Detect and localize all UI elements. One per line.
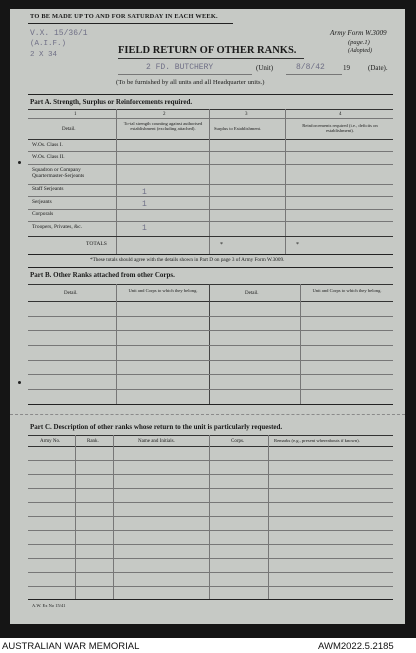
part-a-divider-2: [209, 109, 210, 254]
part-a-top-rule: [28, 94, 393, 95]
year-label: 19: [343, 64, 350, 72]
row-rule: [28, 196, 393, 197]
unit-label: (Unit): [256, 64, 274, 72]
part-b-header-detail-2: Detail.: [245, 291, 259, 296]
reference-stamp-line2: (A.I.F.): [30, 40, 67, 48]
title-underline: [118, 58, 304, 59]
col-header-detail: Detail.: [62, 127, 76, 132]
totals-mark-reinforcements: *: [296, 242, 299, 248]
part-a-heading: Part A. Strength, Surplus or Reinforcements required.: [30, 98, 193, 106]
adopted-note: (Adopted): [348, 48, 372, 54]
footer-accession-number: AWM2022.5.2185: [318, 641, 394, 652]
part-b-heading: Part B. Other Ranks attached from other Corps.: [30, 271, 175, 279]
part-c-header-rule: [28, 446, 393, 447]
form-title: FIELD RETURN OF OTHER RANKS.: [118, 45, 297, 56]
part-a-table-top: [28, 109, 393, 110]
part-b-divider-3: [300, 284, 301, 404]
part-b-row-rule: [28, 360, 393, 361]
part-c-table-top: [28, 435, 393, 436]
part-c-row-rule: [28, 502, 393, 503]
totals-label: TOTALS: [86, 241, 107, 247]
part-c-header-remarks: Remarks (e.g., present whereabouts if known).: [274, 438, 360, 443]
row-rule: [28, 164, 393, 165]
part-c-row-rule: [28, 558, 393, 559]
part-b-header-unit-2: Unit and Corps to which they belong.: [312, 288, 382, 293]
row-label-cqms: Squadron or Company Quartermaster-Serjeants: [32, 167, 85, 180]
part-a-number-row-rule: [28, 118, 393, 119]
part-c-row-rule: [28, 530, 393, 531]
part-c-heading: Part C. Description of other ranks whose return to the unit is particularly requested.: [30, 423, 283, 431]
top-note: TO BE MADE UP TO AND FOR SATURDAY IN EACH WEEK.: [30, 13, 218, 20]
row-label-corporals: Corporals: [32, 211, 54, 217]
part-a-divider-1: [116, 109, 117, 254]
row-rule: [28, 221, 393, 222]
part-b-row-rule: [28, 374, 393, 375]
staff-serjeants-strength: 1: [142, 188, 147, 197]
part-c-header-corps: Corps.: [231, 439, 245, 444]
row-label-troopers: Troopers, Privates, &c.: [32, 224, 82, 230]
pages-note: (page.1): [348, 39, 370, 46]
part-a-footnote: *These totals should agree with the details shown in Part D on page 3 of Army Form W.3009.: [90, 257, 285, 263]
part-c-bottom-rule: [28, 599, 393, 600]
print-code: A.W. Ex No 15/41: [32, 603, 66, 608]
part-b-header-unit-1: Unit and Corps to which they belong.: [128, 288, 198, 293]
part-a-header-rule: [28, 139, 393, 140]
row-rule: [28, 184, 393, 185]
footer-institution: AUSTRALIAN WAR MEMORIAL: [2, 641, 140, 652]
col-header-reinforcements: Reinforcements required (i.e., deficits on establishment).: [302, 123, 378, 134]
part-c-header-army-no: Army No.: [40, 439, 61, 444]
part-c-row-rule: [28, 460, 393, 461]
part-a-bottom-rule: [28, 254, 393, 255]
part-c-row-rule: [28, 516, 393, 517]
punch-hole: [18, 161, 21, 164]
part-b-row-rule: [28, 389, 393, 390]
part-b-header-detail-1: Detail.: [64, 291, 78, 296]
reference-stamp-line1: V.X. 15/36/1: [30, 29, 88, 38]
serjeants-strength: 1: [142, 200, 147, 209]
reference-stamp-line3: 2 X 34: [30, 51, 58, 59]
col-number-3: 3: [245, 112, 248, 117]
row-rule: [28, 209, 393, 210]
part-b-row-rule: [28, 330, 393, 331]
part-b-divider-2: [209, 284, 210, 404]
part-b-header-rule: [28, 301, 393, 302]
part-b-top-rule: [28, 267, 393, 268]
army-form-number: Army Form W.3009: [330, 29, 387, 37]
totals-top-rule: [28, 236, 393, 237]
row-rule: [28, 151, 393, 152]
part-b-bottom-rule: [28, 404, 393, 405]
unit-line: [118, 74, 252, 75]
part-c-row-rule: [28, 544, 393, 545]
part-b-table-top: [28, 284, 393, 285]
unit-value: 2 FD. BUTCHERY: [146, 63, 214, 72]
row-label-staff-serjeants: Staff Serjeants: [32, 186, 64, 192]
part-b-row-rule: [28, 316, 393, 317]
row-label-wo-class-2: W.Os. Class II.: [32, 154, 65, 160]
row-label-wo-class-1: W.Os. Class I.: [32, 142, 63, 148]
part-c-row-rule: [28, 586, 393, 587]
date-label: (Date).: [368, 64, 388, 72]
form-subtitle: (To be furnished by all units and all Headquarter units.): [116, 79, 265, 86]
col-header-surplus: Surplus to Establishment.: [214, 126, 262, 131]
part-c-header-name: Name and Initials.: [138, 439, 175, 444]
part-b-row-rule: [28, 345, 393, 346]
col-number-1: 1: [74, 112, 77, 117]
part-c-header-rank: Rank.: [87, 439, 99, 444]
col-number-2: 2: [163, 112, 166, 117]
part-a-divider-3: [285, 109, 286, 254]
date-line: [286, 74, 342, 75]
date-value: 8/8/42: [296, 63, 325, 72]
totals-mark-surplus: *: [220, 242, 223, 248]
top-rule: [28, 23, 233, 24]
punch-hole: [18, 381, 21, 384]
col-number-4: 4: [339, 112, 342, 117]
col-header-strength: To-tal strength counting against authorised establishment (excluding attached).: [123, 121, 203, 132]
troopers-strength: 1: [142, 224, 147, 233]
part-b-divider-1: [116, 284, 117, 404]
fold-line: [10, 414, 405, 415]
part-c-row-rule: [28, 474, 393, 475]
row-label-serjeants: Serjeants: [32, 199, 52, 205]
part-c-row-rule: [28, 572, 393, 573]
part-c-row-rule: [28, 488, 393, 489]
